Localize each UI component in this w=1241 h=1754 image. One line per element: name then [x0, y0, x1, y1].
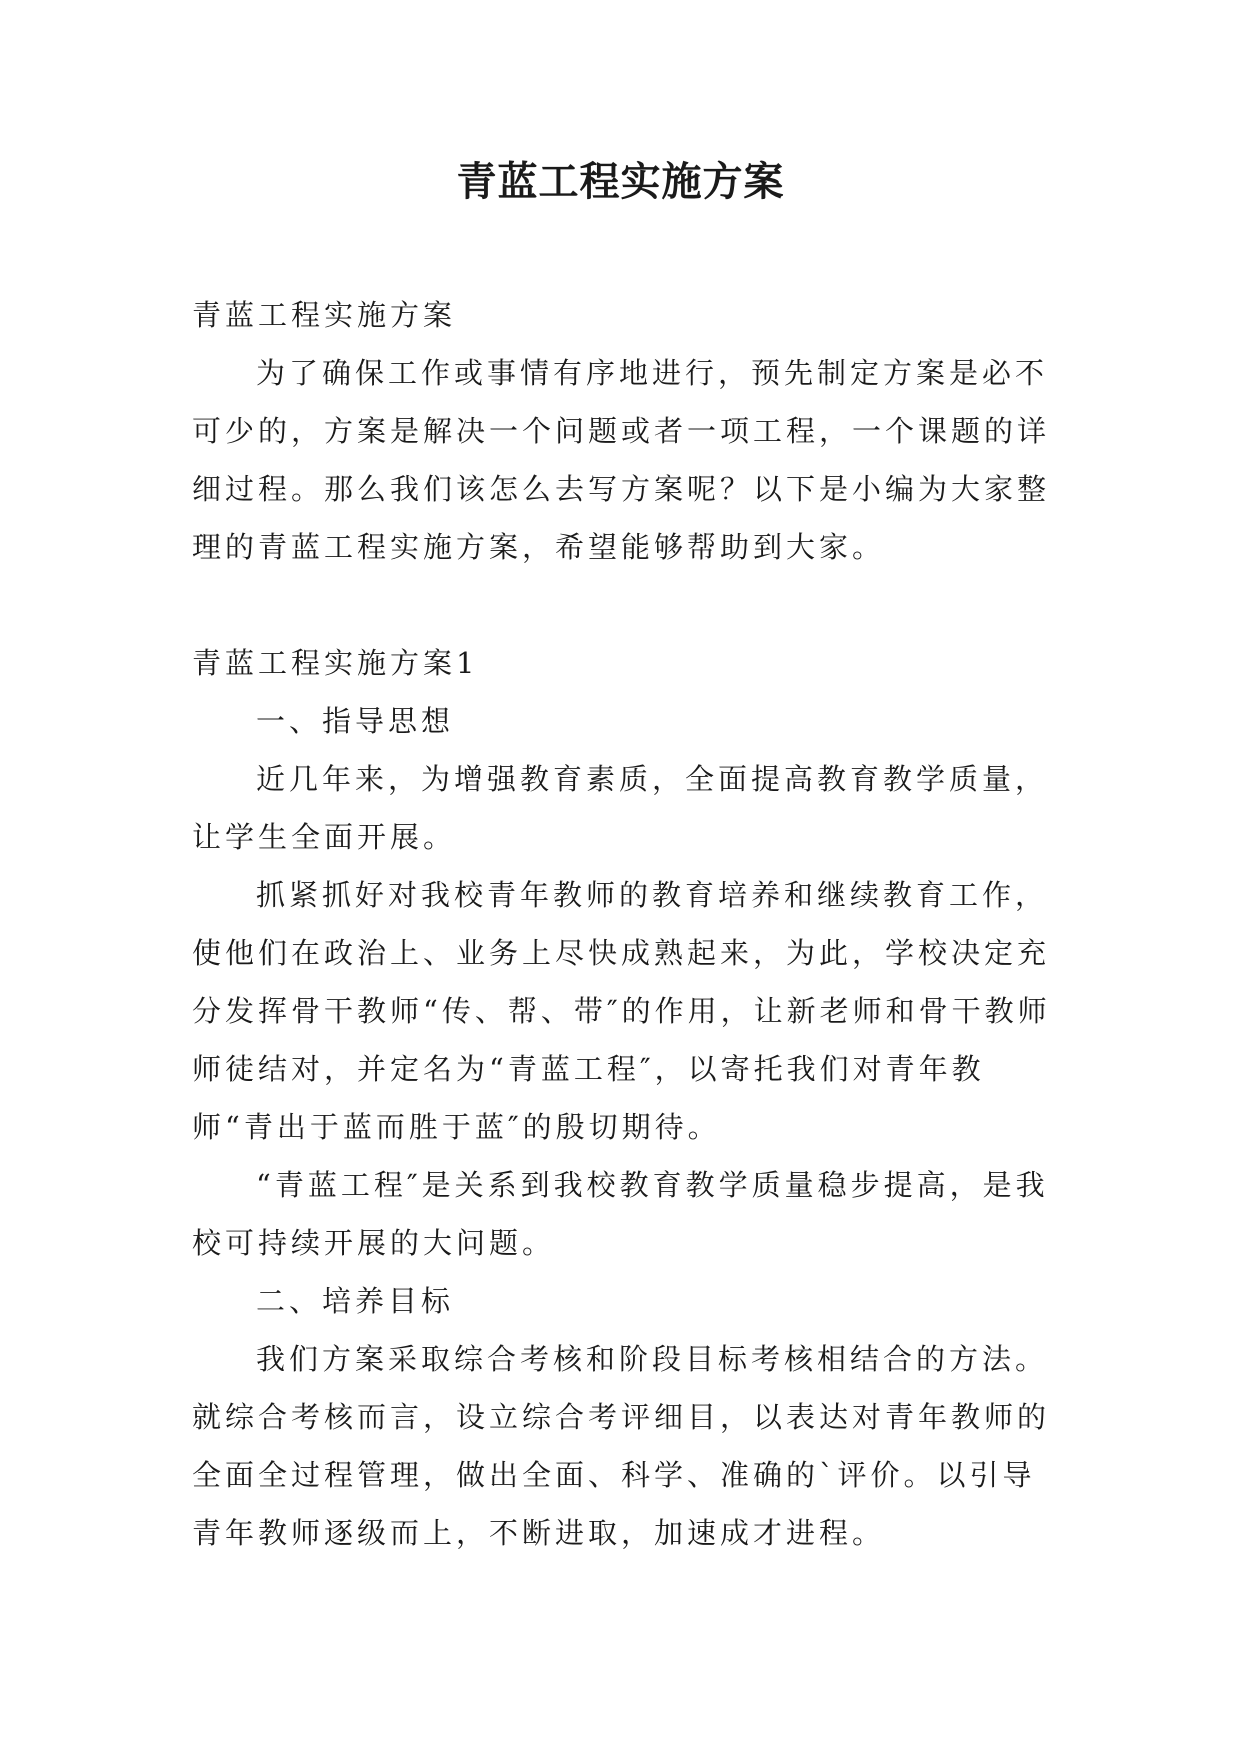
- document-title: 青蓝工程实施方案: [456, 158, 785, 205]
- paragraph-spacer: [192, 576, 1052, 634]
- intro-paragraph: 为了确保工作或事情有序地进行，预先制定方案是必不可少的，方案是解决一个问题或者一项工程，一个课题的详细过程。那么我们该怎么去写方案呢？以下是小编为大家整理的青蓝工程实施方案，希望能够帮助到大家。: [192, 356, 1051, 564]
- section-heading-guiding-thought: 一、指导思想: [256, 704, 455, 738]
- document-body: [192, 286, 1052, 1562]
- paragraph-guiding-3: “青蓝工程″是关系到我校教育教学质量稳步提高，是我校可持续开展的大问题。: [192, 1168, 1049, 1260]
- section-title: 青蓝工程实施方案1: [192, 646, 479, 680]
- section-heading-training-goals: 二、培养目标: [256, 1284, 455, 1318]
- paragraph-guiding-2: 抓紧抓好对我校青年教师的教育培养和继续教育工作，使他们在政治上、业务上尽快成熟起来，为此，学校决定充分发挥骨干教师“传、帮、带″的作用，让新老师和骨干教师师徒结对，并定名为“青蓝工程″，以寄托我们对青年教师“青出于蓝而胜于蓝″的殷切期待。: [192, 878, 1051, 1144]
- document-subtitle: 青蓝工程实施方案: [192, 298, 457, 332]
- paragraph-guiding-1: 近几年来，为增强教育素质，全面提高教育教学质量，让学生全面开展。: [192, 762, 1049, 854]
- paragraph-training-goals: 我们方案采取综合考核和阶段目标考核相结合的方法。就综合考核而言，设立综合考评细目，以表达对青年教师的全面全过程管理，做出全面、科学、准确的`评价。以引导青年教师逐级而上，不断进取，加速成才进程。: [192, 1342, 1051, 1550]
